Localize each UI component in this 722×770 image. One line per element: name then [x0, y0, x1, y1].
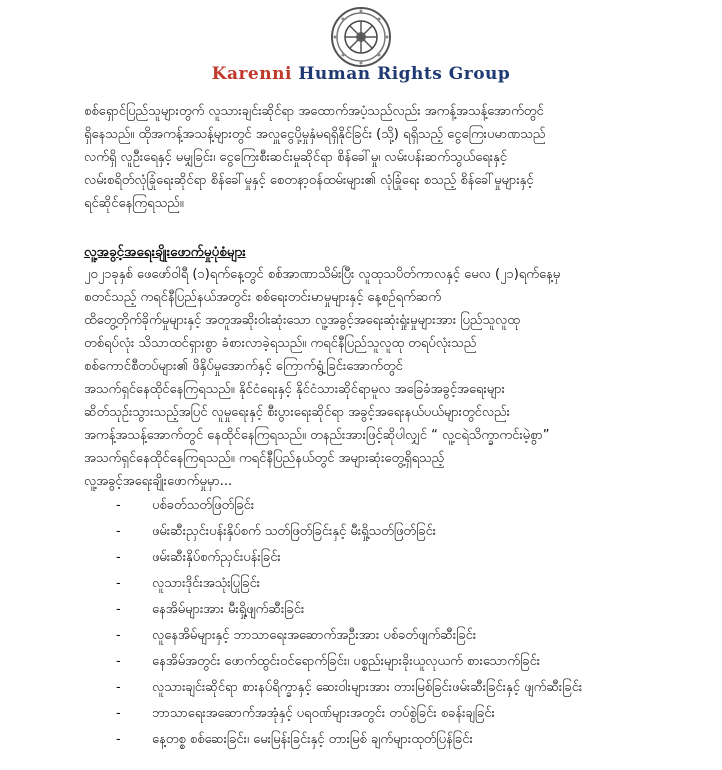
org-logo: [0, 6, 722, 72]
document-body: [84, 100, 664, 753]
section-line: တစ်ရပ်လုံး သိသာထင်ရှားစွာ ခံစားလာခဲ့ရသည်။ ကရင်နီပြည်သူလူထု တရပ်လုံးသည်: [84, 336, 477, 351]
section-line: လူ့အခွင့်အရေးချိုးဖောက်မှုမှာ...: [84, 474, 233, 489]
intro-line: ရှိနေသည်။ ထိုအကန့်အသန့်များတွင် အလှူငွေပို့မှုနှံမရရှိနိုင်ခြင်း (သို့) ရရှိသည့် ငွေကြေးပမာဏသည်: [84, 127, 546, 142]
list-item: - လူသားဒိုင်းအသုံးပြုခြင်း: [106, 571, 664, 597]
list-item: - နေအိမ်များအား မီးရှို့ဖျက်ဆီးခြင်း: [106, 597, 664, 623]
org-name-part2: Human Rights: [298, 64, 443, 84]
intro-line: လမ်းစရိတ်လုံခြုံရေးဆိုင်ရာ စိန်ခေါ်မှုနှင့် စေတနာ့ဝန်ထမ်းများ၏ လုံခြုံရေး စသည့် စိန်ခေါ်မှုများနှင့်: [84, 173, 534, 188]
section-line: ထိတွေ့တိုက်ခိုက်မှုများနှင့် အတူအဆိုးဝါးဆုံးသော လူ့အခွင့်အရေးဆုံးရှုံးမှုများအား ပြည်သူလူထု: [84, 313, 520, 328]
intro-paragraph: [84, 100, 664, 215]
list-item: - နေ့တစ္စ စစ်ဆေးခြင်း၊ မေးမြန်းခြင်းနှင့် တားမြစ် ချက်များထုတ်ပြန်ခြင်း: [106, 727, 664, 753]
org-name: [0, 64, 722, 84]
violations-list: [106, 493, 664, 753]
list-item: - လူနေအိမ်များနှင့် ဘာသာရေးအဆောက်အဦးအား ပစ်ခတ်ဖျက်ဆီးခြင်း: [106, 623, 664, 649]
org-name-part1: Karenni: [211, 64, 299, 84]
section-line: စစ်ကောင်စီတပ်များ၏ ဖိနှိပ်မှုအောက်နှင့် ကြောက်ရွံ့ခြင်းအောက်တွင်: [84, 359, 403, 374]
section-line: အကန့်အသန့်အောက်တွင် နေထိုင်နေကြရသည်။ တနည်းအားဖြင့်ဆိုပါလျှင် “ လူ့ငရဲသိက္ခာကင်းမဲ့စွာ”: [84, 428, 550, 443]
intro-line: ရင်ဆိုင်နေကြရသည်။: [84, 196, 184, 211]
section-line: အသက်ရှင်နေထိုင်နေကြရသည်။ နိုင်ငံရေးနှင့် နိုင်ငံသားဆိုင်ရာမူလ အခြေခံအခွင့်အရေးများ: [84, 382, 505, 397]
section-line: စတင်သည့် ကရင်နီပြည်နယ်အတွင်း စစ်ရေးတင်းမာမှုများနှင့် နေ့စဉ်ရက်ဆက်: [84, 290, 442, 305]
section-paragraph: [84, 263, 664, 493]
section-line: ဆိတ်သုဉ်းသွားသည့်အပြင် လူမှုရေးနှင့် စီးပွားရေးဆိုင်ရာ အခွင့်အရေးနယ်ပယ်များတွင်လည်း: [84, 405, 510, 420]
section-line: ၂၀၂၁ခုနှစ် ဖေဖော်ဝါရီ (၁)ရက်နေ့တွင် စစ်အာဏာသိမ်းပြီး လူထုသပိတ်ကာလနှင့် မေလ (၂၁)ရက်နေ့မှ: [84, 267, 561, 282]
intro-line: လက်ရှိ လူဦးရေနှင့် မမျှခြင်း၊ ငွေကြေးစီးဆင်းမှုဆိုင်ရာ စိန်ခေါ်မှု၊ လမ်းပန်းဆက်သွယ်ရေးနှင့်: [84, 150, 508, 165]
list-item: - လူသားချင်းဆိုင်ရာ စားနပ်ရိက္ခာနှင့် ဆေးဝါးများအား တားမြစ်ခြင်းဖမ်းဆီးခြင်းနှင့် ဖျက်ဆီးခြင်း: [106, 675, 664, 701]
section-heading: လူ့အခွင့်အရေးချိုးဖောက်မှုပုံစံများ: [84, 244, 246, 260]
list-item: - ဖမ်းဆီးနှိပ်စက်ညှင်းပန်းခြင်း: [106, 545, 664, 571]
section-line: အသက်ရှင်နေထိုင်နေကြရသည်။ ကရင်နီပြည်နယ်တွင် အများဆုံးတွေ့ရှိရသည့်: [84, 451, 445, 466]
intro-line: စစ်ရှောင်ပြည်သူများတွက် လူသားချင်းဆိုင်ရာ အထောက်အပံ့သည်လည်း အကန့်အသန့်အောက်တွင်: [84, 104, 544, 119]
org-seal-logo: [326, 6, 396, 68]
list-item: - နေအိမ်အတွင်း ဖောက်ထွင်းဝင်ရောက်ခြင်း၊ ပစ္စည်းများခိုးယူလုယက် စားသောက်ခြင်း: [106, 649, 664, 675]
list-item: - ပစ်ခတ်သတ်ဖြတ်ခြင်း: [106, 493, 664, 519]
org-name-part3: Group: [442, 64, 511, 84]
list-item: - ဖမ်းဆီးညှင်းပန်းနှိပ်စက် သတ်ဖြတ်ခြင်းနှင့် မီးရှို့သတ်ဖြတ်ခြင်း: [106, 519, 664, 545]
list-item: - ဘာသာရေးအဆောက်အအုံနှင့် ပရဝဏ်များအတွင်း တပ်စွဲခြင်း စခန်းချခြင်း: [106, 701, 664, 727]
